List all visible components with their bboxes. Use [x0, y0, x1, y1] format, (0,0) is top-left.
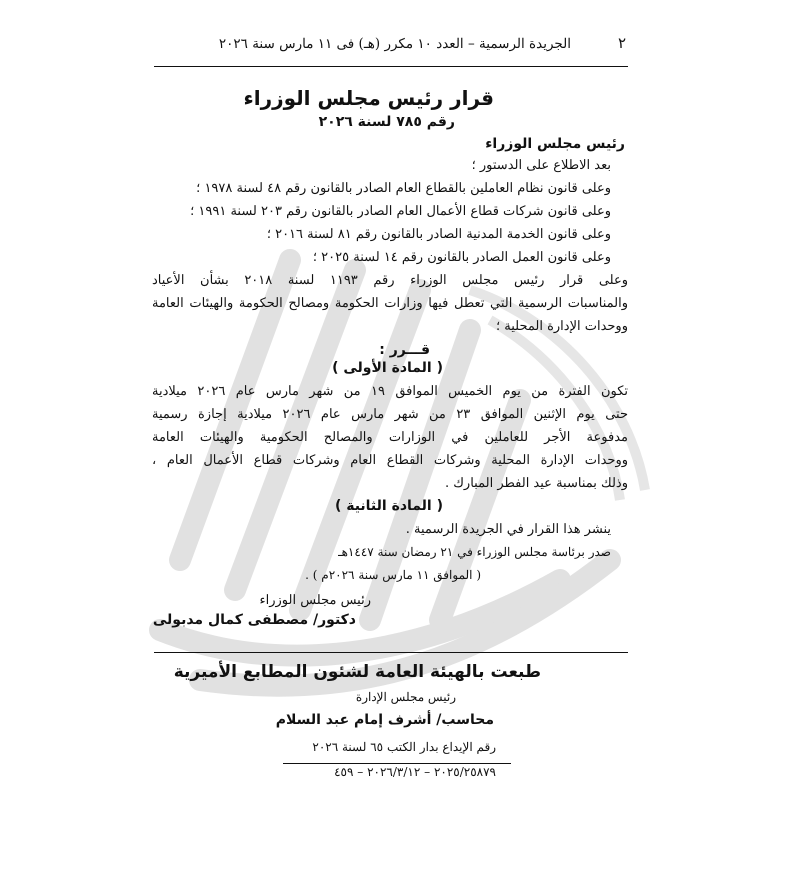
print-code: ٢٠٢٥/٢٥٨٧٩ – ٢٠٢٦/٣/١٢ – ٤٥٩ [334, 765, 496, 779]
deposit-rule [283, 763, 511, 764]
preamble-line: وعلى قانون نظام العاملين بالقطاع العام الصادر بالقانون رقم ٤٨ لسنة ١٩٧٨ ؛ [196, 181, 611, 196]
issued-gregorian: ( الموافق ١١ مارس سنة ٢٠٢٦م ) . [305, 568, 481, 582]
preamble-line: والمناسبات الرسمية التي تعطل فيها وزارات الحكومة ومصالح الحكومة والهيئات العامة [152, 296, 628, 311]
decided-heading: قـــرر : [379, 342, 430, 358]
decree-title: قرار رئيس مجلس الوزراء [243, 86, 494, 110]
issuer-heading: رئيس مجلس الوزراء [485, 136, 625, 152]
preamble-line: وعلى قرار رئيس مجلس الوزراء رقم ١١٩٣ لسنة ٢٠١٨ بشأن الأعياد [152, 273, 628, 288]
article-two-text: ينشر هذا القرار في الجريدة الرسمية . [405, 522, 611, 537]
footer-rule [154, 652, 628, 653]
preamble-line: وعلى قانون الخدمة المدنية الصادر بالقانون رقم ٨١ لسنة ٢٠١٦ ؛ [266, 227, 611, 242]
article-one-line: مدفوعة الأجر للعاملين في الوزارات والمصالح الحكومية والهيئات العامة [152, 430, 628, 445]
board-chairman-name: محاسب/ أشرف إمام عبد السلام [275, 712, 494, 728]
preamble-line: وعلى قانون شركات قطاع الأعمال العام الصادر بالقانون رقم ٢٠٣ لسنة ١٩٩١ ؛ [190, 204, 611, 219]
gazette-issue-line: الجريدة الرسمية – العدد ١٠ مكرر (هـ) فى ١١ مارس سنة ٢٠٢٦ [218, 36, 571, 52]
printer-name: طبعت بالهيئة العامة لشئون المطابع الأميرية [173, 662, 541, 682]
issued-line: صدر برئاسة مجلس الوزراء في ٢١ رمضان سنة ١٤٤٧هـ [338, 545, 611, 559]
board-chairman-title: رئيس مجلس الإدارة [355, 690, 456, 704]
deposit-number: رقم الإيداع بدار الكتب ٦٥ لسنة ٢٠٢٦ [312, 740, 496, 754]
header-rule [154, 66, 628, 67]
article-one-heading: ( المادة الأولى ) [332, 360, 443, 376]
signatory-title: رئيس مجلس الوزراء [259, 593, 371, 608]
article-one-line: تكون الفترة من يوم الخميس الموافق ١٩ من شهر مارس عام ٢٠٢٦ ميلادية [152, 384, 629, 399]
preamble-line: بعد الاطلاع على الدستور ؛ [471, 158, 611, 173]
preamble-line: ووحدات الإدارة المحلية ؛ [496, 319, 628, 334]
decree-number: رقم ٧٨٥ لسنة ٢٠٢٦ [318, 114, 455, 130]
article-two-heading: ( المادة الثانية ) [334, 498, 443, 514]
page-number: ٢ [617, 34, 626, 52]
article-one-line: ووحدات الإدارة المحلية وشركات القطاع العام وشركات قطاع الأعمال العام ، [152, 453, 628, 468]
signatory-name: دكتور/ مصطفى كمال مدبولى [152, 612, 356, 628]
preamble-line: وعلى قانون العمل الصادر بالقانون رقم ١٤ لسنة ٢٠٢٥ ؛ [312, 250, 611, 265]
article-one-line: حتى يوم الإثنين الموافق ٢٣ من شهر مارس عام ٢٠٢٦ ميلادية إجازة رسمية [152, 407, 628, 422]
article-one-line: وذلك بمناسبة عيد الفطر المبارك . [444, 476, 628, 491]
